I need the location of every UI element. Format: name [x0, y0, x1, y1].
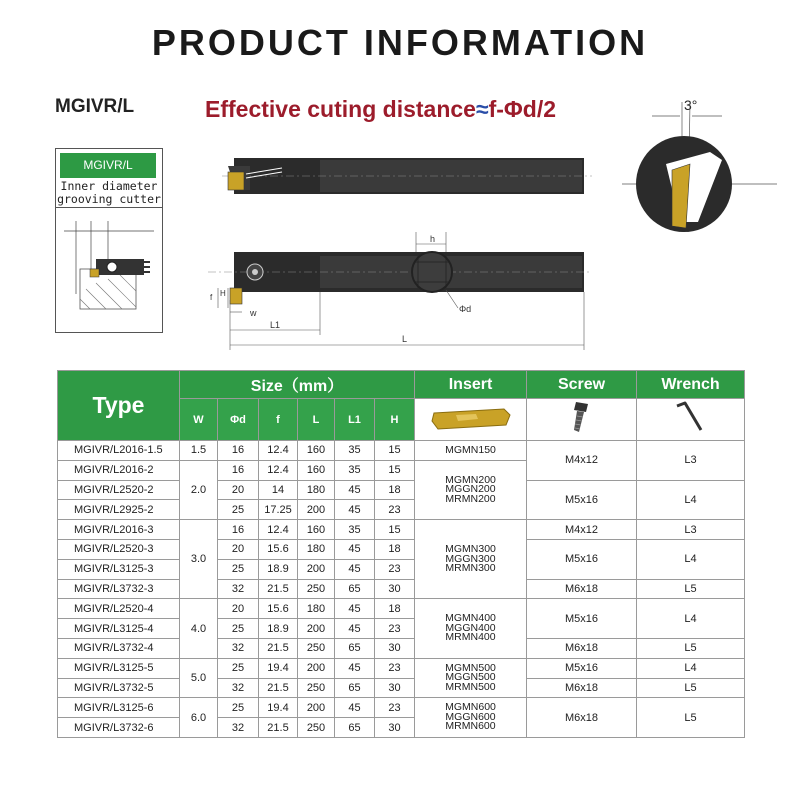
- W-cell: 3.0: [180, 520, 218, 599]
- L-cell: 250: [298, 638, 335, 658]
- wrench-cell: L5: [637, 579, 745, 599]
- insert-code: MGMN200: [445, 473, 496, 486]
- phid-cell: 16: [218, 441, 259, 461]
- wrench-cell: L4: [637, 599, 745, 639]
- H-cell: 30: [375, 638, 415, 658]
- L1-cell: 45: [335, 599, 375, 619]
- type-cell: MGIVR/L2016-3: [58, 520, 180, 540]
- dimension-H: H: [220, 289, 226, 298]
- wrench-cell: L3: [637, 441, 745, 481]
- type-cell: MGIVR/L3732-3: [58, 579, 180, 599]
- dimension-w: w: [250, 308, 257, 318]
- cutting-distance-formula: [205, 96, 556, 123]
- L-cell: 200: [298, 559, 335, 579]
- insert-image-cell: [415, 399, 527, 441]
- wrench-cell: L4: [637, 658, 745, 678]
- type-cell: MGIVR/L3125-4: [58, 619, 180, 639]
- thumbnail-drawing: [56, 209, 162, 331]
- f-cell: 18.9: [259, 559, 298, 579]
- f-cell: 19.4: [259, 698, 298, 718]
- hex-wrench-icon: [671, 400, 711, 436]
- phid-cell: 32: [218, 638, 259, 658]
- dimension-L1: L1: [270, 320, 281, 330]
- screw-cell: M4x12: [527, 520, 637, 540]
- header-H: H: [375, 399, 415, 441]
- H-cell: 15: [375, 460, 415, 480]
- table-row: [58, 480, 745, 500]
- L1-cell: 35: [335, 441, 375, 461]
- phid-cell: 32: [218, 718, 259, 738]
- f-cell: 21.5: [259, 579, 298, 599]
- H-cell: 23: [375, 698, 415, 718]
- insert-code: MRMN500: [445, 680, 496, 693]
- header-f: f: [259, 399, 298, 441]
- wrench-cell: L5: [637, 678, 745, 698]
- L1-cell: 65: [335, 678, 375, 698]
- insert-code: MRMN200: [445, 492, 496, 505]
- W-cell: 1.5: [180, 441, 218, 461]
- L1-cell: 35: [335, 520, 375, 540]
- wrench-image-cell: [637, 399, 745, 441]
- header-wrench: Wrench: [637, 371, 745, 399]
- phid-cell: 32: [218, 678, 259, 698]
- screw-cell: M6x18: [527, 678, 637, 698]
- L-cell: 250: [298, 718, 335, 738]
- header-insert: Insert: [415, 371, 527, 399]
- table-row: [58, 599, 745, 619]
- f-cell: 15.6: [259, 599, 298, 619]
- insert-cell: [415, 460, 527, 519]
- thumbnail-desc-line2: grooving cutter: [57, 192, 161, 206]
- H-cell: 23: [375, 619, 415, 639]
- header-size: Size（mm）: [180, 371, 415, 399]
- type-cell: MGIVR/L2925-2: [58, 500, 180, 520]
- L1-cell: 45: [335, 539, 375, 559]
- H-cell: 30: [375, 678, 415, 698]
- phid-cell: 25: [218, 658, 259, 678]
- H-cell: 18: [375, 480, 415, 500]
- f-cell: 21.5: [259, 638, 298, 658]
- type-cell: MGIVR/L3732-5: [58, 678, 180, 698]
- screw-cell: M5x16: [527, 480, 637, 520]
- insert-code: MGGN400: [445, 621, 496, 634]
- wrench-cell: L3: [637, 520, 745, 540]
- L1-cell: 65: [335, 579, 375, 599]
- L-cell: 180: [298, 480, 335, 500]
- L-cell: 200: [298, 698, 335, 718]
- type-cell: MGIVR/L2016-1.5: [58, 441, 180, 461]
- insert-cell: [415, 599, 527, 658]
- L1-cell: 45: [335, 619, 375, 639]
- screw-cell: M6x18: [527, 638, 637, 658]
- thumbnail-header: MGIVR/L: [60, 153, 156, 178]
- table-row: [58, 520, 745, 540]
- type-cell: MGIVR/L3732-4: [58, 638, 180, 658]
- screw-icon: [567, 400, 597, 436]
- table-row: [58, 441, 745, 461]
- insert-code: MRMN400: [445, 631, 496, 644]
- insert-code: MGMN300: [445, 543, 496, 556]
- header-W: W: [180, 399, 218, 441]
- L-cell: 200: [298, 500, 335, 520]
- f-cell: 21.5: [259, 718, 298, 738]
- H-cell: 23: [375, 658, 415, 678]
- f-cell: 17.25: [259, 500, 298, 520]
- f-cell: 14: [259, 480, 298, 500]
- insert-code: MGMN600: [445, 701, 496, 714]
- header-screw: Screw: [527, 371, 637, 399]
- tool-technical-drawing: [200, 140, 600, 360]
- page-title: PRODUCT INFORMATION: [151, 22, 649, 63]
- W-cell: 5.0: [180, 658, 218, 698]
- phid-cell: 25: [218, 698, 259, 718]
- f-cell: 18.9: [259, 619, 298, 639]
- phid-cell: 20: [218, 480, 259, 500]
- phid-cell: 16: [218, 460, 259, 480]
- model-label: MGIVR/L: [55, 96, 135, 117]
- f-cell: 15.6: [259, 539, 298, 559]
- type-cell: MGIVR/L2016-2: [58, 460, 180, 480]
- phid-cell: 25: [218, 500, 259, 520]
- insert-code: MGGN500: [445, 671, 496, 684]
- product-thumbnail-card: [55, 148, 163, 333]
- formula-text: Effective cuting distance: [205, 96, 476, 122]
- spec-table: [57, 370, 745, 738]
- W-cell: 6.0: [180, 698, 218, 738]
- f-cell: 12.4: [259, 460, 298, 480]
- phid-cell: 25: [218, 619, 259, 639]
- wrench-cell: L4: [637, 480, 745, 520]
- insert-code: MGMN500: [445, 661, 496, 674]
- f-cell: 12.4: [259, 441, 298, 461]
- insert-cell: [415, 441, 527, 461]
- dimension-f: f: [210, 293, 213, 302]
- table-row: [58, 539, 745, 559]
- phid-cell: 32: [218, 579, 259, 599]
- header-phid: Φd: [218, 399, 259, 441]
- insert-code: MGGN300: [445, 552, 496, 565]
- L1-cell: 45: [335, 480, 375, 500]
- screw-cell: M5x16: [527, 658, 637, 678]
- L1-cell: 65: [335, 638, 375, 658]
- thumbnail-description: [56, 180, 162, 206]
- L-cell: 160: [298, 441, 335, 461]
- L1-cell: 45: [335, 559, 375, 579]
- table-row: [58, 638, 745, 658]
- L1-cell: 45: [335, 500, 375, 520]
- L-cell: 160: [298, 460, 335, 480]
- insert-code: MGMN400: [445, 612, 496, 625]
- screw-cell: M5x16: [527, 599, 637, 639]
- W-cell: 2.0: [180, 460, 218, 519]
- H-cell: 15: [375, 520, 415, 540]
- table-row: [58, 698, 745, 718]
- f-cell: 19.4: [259, 658, 298, 678]
- screw-image-cell: [527, 399, 637, 441]
- insert-cell: [415, 658, 527, 698]
- wrench-cell: L5: [637, 698, 745, 738]
- dimension-L: L: [402, 334, 408, 344]
- L1-cell: 45: [335, 658, 375, 678]
- L1-cell: 45: [335, 698, 375, 718]
- type-cell: MGIVR/L3125-5: [58, 658, 180, 678]
- phid-cell: 25: [218, 559, 259, 579]
- formula-expression: f-Φd/2: [488, 96, 557, 122]
- type-cell: MGIVR/L2520-3: [58, 539, 180, 559]
- thumbnail-divider: [56, 207, 162, 208]
- f-cell: 21.5: [259, 678, 298, 698]
- insert-code: MRMN300: [445, 562, 496, 575]
- H-cell: 18: [375, 539, 415, 559]
- H-cell: 30: [375, 579, 415, 599]
- dimension-h: h: [430, 234, 436, 244]
- type-cell: MGIVR/L2520-2: [58, 480, 180, 500]
- table-row: [58, 579, 745, 599]
- insert-icon: [426, 403, 516, 433]
- W-cell: 4.0: [180, 599, 218, 658]
- header-type: Type: [58, 371, 180, 441]
- phid-cell: 20: [218, 599, 259, 619]
- wrench-cell: L5: [637, 638, 745, 658]
- header-L1: L1: [335, 399, 375, 441]
- thumbnail-desc-line1: Inner diameter: [60, 179, 158, 193]
- screw-cell: M4x12: [527, 441, 637, 481]
- screw-cell: M5x16: [527, 539, 637, 579]
- L-cell: 160: [298, 520, 335, 540]
- H-cell: 15: [375, 441, 415, 461]
- table-row: [58, 678, 745, 698]
- L-cell: 250: [298, 678, 335, 698]
- type-cell: MGIVR/L3732-6: [58, 718, 180, 738]
- type-cell: MGIVR/L3125-6: [58, 698, 180, 718]
- f-cell: 12.4: [259, 520, 298, 540]
- angle-label: 3°: [684, 97, 698, 113]
- insert-code: MGGN600: [445, 710, 496, 723]
- H-cell: 18: [375, 599, 415, 619]
- table-row: [58, 658, 745, 678]
- insert-cell: [415, 698, 527, 738]
- L-cell: 200: [298, 658, 335, 678]
- L-cell: 180: [298, 539, 335, 559]
- screw-cell: M6x18: [527, 579, 637, 599]
- type-cell: MGIVR/L3125-3: [58, 559, 180, 579]
- H-cell: 23: [375, 559, 415, 579]
- insert-code: MRMN600: [445, 720, 496, 733]
- L1-cell: 65: [335, 718, 375, 738]
- H-cell: 30: [375, 718, 415, 738]
- H-cell: 23: [375, 500, 415, 520]
- dimension-phid: Φd: [459, 304, 472, 314]
- L-cell: 180: [298, 599, 335, 619]
- insert-code: MGGN200: [445, 483, 496, 496]
- L-cell: 200: [298, 619, 335, 639]
- phid-cell: 16: [218, 520, 259, 540]
- approx-symbol: ≈: [475, 96, 489, 122]
- wrench-cell: L4: [637, 539, 745, 579]
- phid-cell: 20: [218, 539, 259, 559]
- insert-code: MGMN150: [445, 443, 496, 456]
- L1-cell: 35: [335, 460, 375, 480]
- screw-cell: M6x18: [527, 698, 637, 738]
- type-cell: MGIVR/L2520-4: [58, 599, 180, 619]
- insert-angle-view: [622, 92, 782, 242]
- header-L: L: [298, 399, 335, 441]
- insert-cell: [415, 520, 527, 599]
- L-cell: 250: [298, 579, 335, 599]
